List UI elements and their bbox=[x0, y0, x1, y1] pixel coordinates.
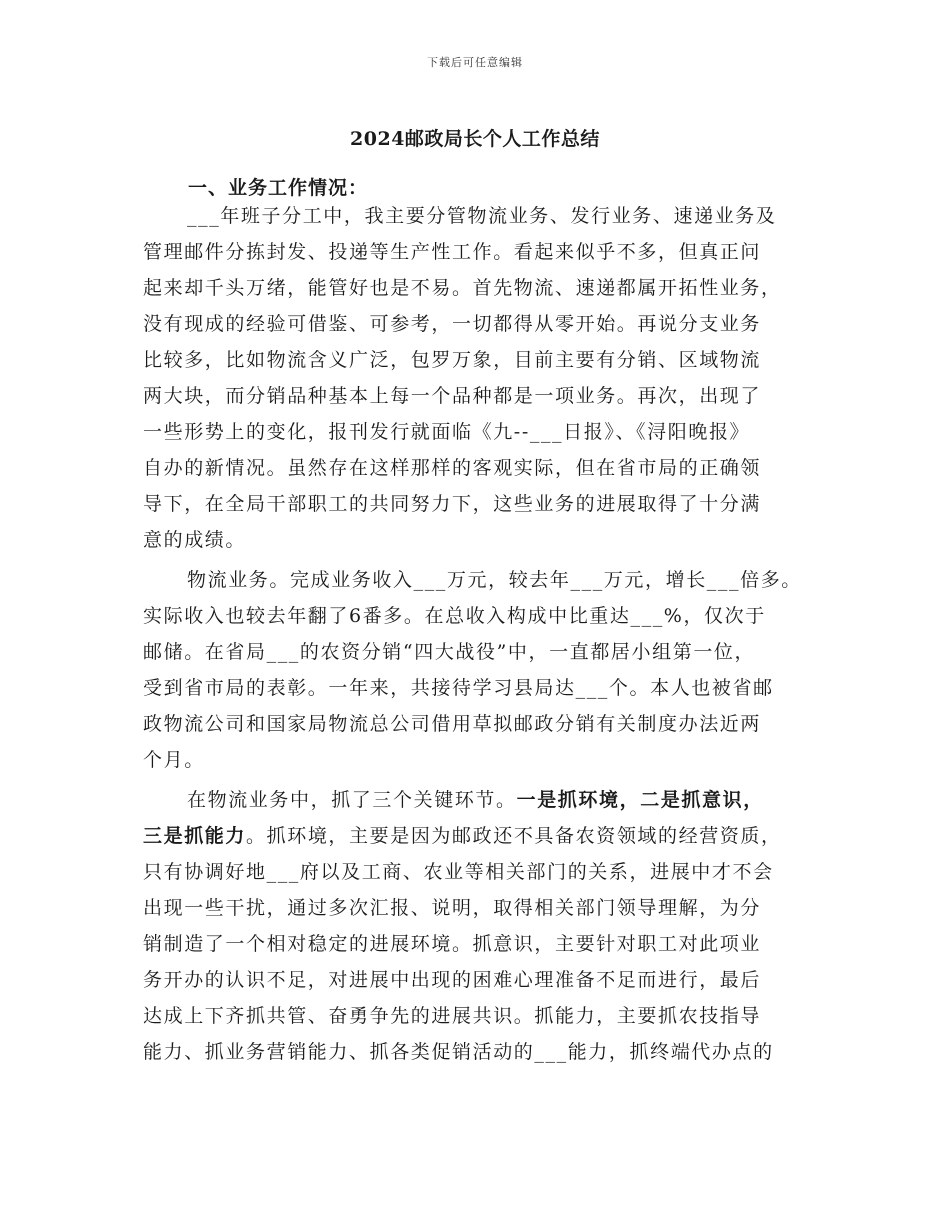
paragraph-line: 只有协调好地___府以及工商、农业等相关部门的关系，进展中才不会 bbox=[143, 861, 774, 883]
bold-emphasis: 一是抓环境，二是抓意识， bbox=[516, 789, 764, 811]
paragraph-line: 两大块，而分销品种基本上每一个品种都是一项业务。再次，出现了 bbox=[143, 385, 762, 407]
paragraph-line: 政物流公司和国家局物流总公司借用草拟邮政分销有关制度办法近两 bbox=[143, 713, 762, 735]
paragraph-line: 务开办的认识不足，对进展中出现的困难心理准备不足而进行，最后 bbox=[143, 969, 762, 991]
paragraph-line: 达成上下齐抓共管、奋勇争先的进展共识。抓能力，主要抓农技指导 bbox=[143, 1005, 762, 1027]
paragraph-line: 意的成绩。 bbox=[143, 529, 247, 551]
paragraph-line: 导下，在全局干部职工的共同努力下，这些业务的进展取得了十分满 bbox=[143, 493, 762, 515]
paragraph-line: 一些形势上的变化，报刊发行就面临《九--___日报》、《浔阳晚报》 bbox=[143, 421, 751, 443]
paragraph-line: 起来却千头万绪，能管好也是不易。首先物流、速递都属开拓性业务， bbox=[143, 277, 782, 299]
paragraph-line: 邮储。在省局___的农资分销“四大战役”中，一直都居小组第一位， bbox=[143, 641, 756, 663]
paragraph-line: 销制造了一个相对稳定的进展环境。抓意识，主要针对职工对此项业 bbox=[143, 933, 762, 955]
page-header-note: 下载后可任意编辑 bbox=[427, 56, 523, 69]
section-heading: 一、业务工作情况： bbox=[188, 177, 369, 199]
paragraph-line: 自办的新情况。虽然存在这样那样的客观实际，但在省市局的正确领 bbox=[143, 457, 762, 479]
paragraph-line: 出现一些干扰，通过多次汇报、说明，取得相关部门领导理解，为分 bbox=[143, 897, 762, 919]
paragraph-line: 物流业务。完成业务收入___万元，较去年___万元，增长___倍多。 bbox=[187, 569, 802, 591]
bold-emphasis: 三是抓能力 bbox=[143, 825, 247, 847]
paragraph-line: 个月。 bbox=[143, 749, 205, 771]
paragraph-line: 比较多，比如物流含义广泛，包罗万象，目前主要有分销、区域物流 bbox=[143, 349, 762, 371]
document-title: 2024邮政局长个人工作总结 bbox=[350, 128, 600, 150]
paragraph-line: 能力、抓业务营销能力、抓各类促销活动的___能力，抓终端代办点的 bbox=[143, 1041, 774, 1063]
paragraph-line bbox=[143, 782, 815, 818]
paragraph-text: 在物流业务中，抓了三个关键环节。 bbox=[187, 789, 517, 811]
paragraph-line: 没有现成的经验可借鉴、可参考，一切都得从零开始。再说分支业务 bbox=[143, 313, 762, 335]
paragraph-line: 实际收入也较去年翻了6番多。在总收入构成中比重达___%，仅次于 bbox=[143, 605, 766, 627]
paragraph-text: 。抓环境，主要是因为邮政还不具备农资领域的经营资质， bbox=[246, 825, 782, 847]
document-body bbox=[143, 198, 815, 1070]
paragraph-line: 受到省市局的表彰。一年来，共接待学习县局达___个。本人也被省邮 bbox=[143, 677, 774, 699]
paragraph-line: 管理邮件分拣封发、投递等生产性工作。看起来似乎不多，但真正问 bbox=[143, 241, 762, 263]
paragraph-line bbox=[143, 818, 815, 854]
paragraph-line: ___年班子分工中，我主要分管物流业务、发行业务、速递业务及 bbox=[187, 205, 777, 227]
